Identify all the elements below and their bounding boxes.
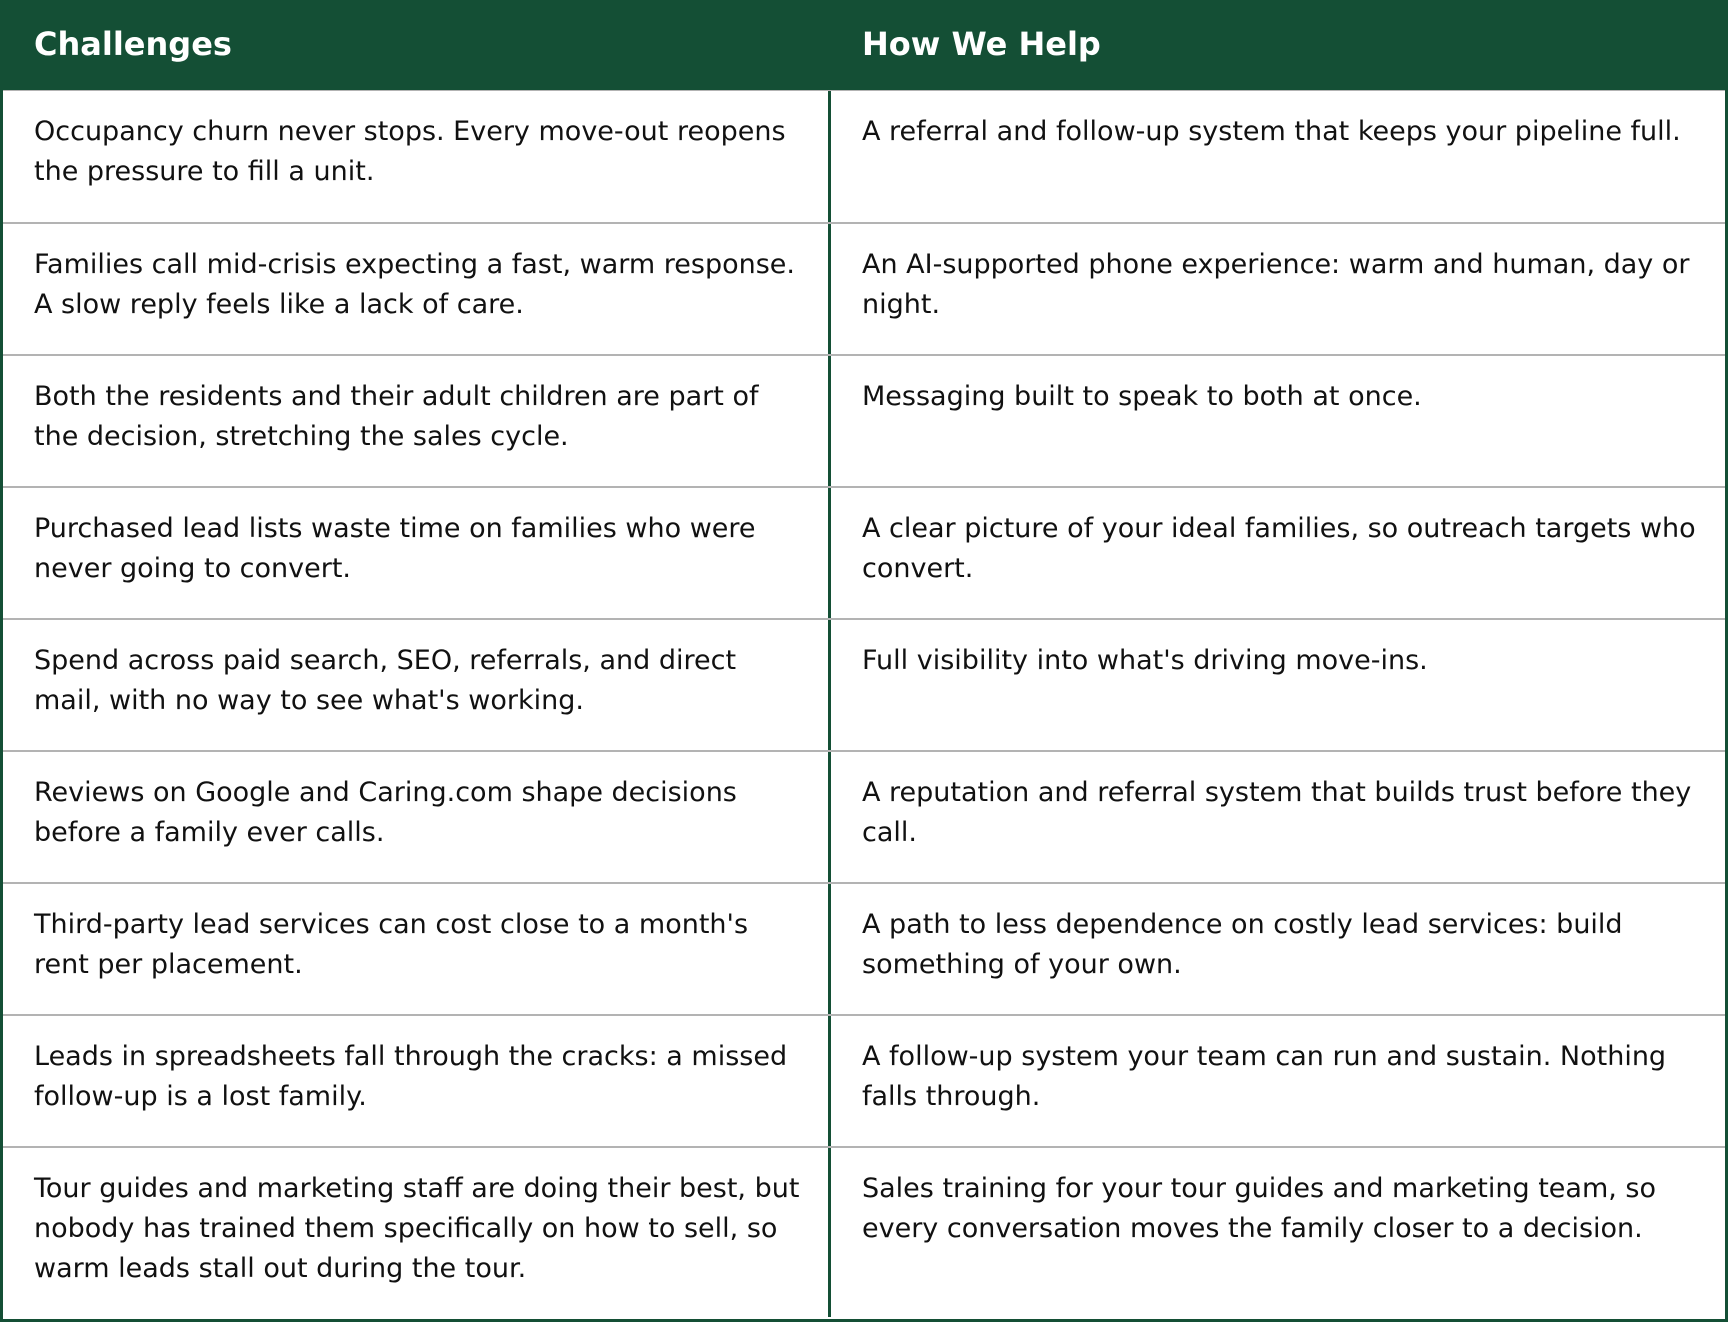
table-row (3, 618, 1725, 750)
help-cell: Full visibility into what's driving move-ins. (862, 645, 1428, 676)
table-row (3, 222, 1725, 354)
challenge-cell: Occupancy churn never stops. Every move-out reopens the pressure to fill a unit. (3, 91, 831, 222)
challenge-cell: Both the residents and their adult children are part of the decision, stretching the sales cycle. (3, 356, 831, 486)
table-row (3, 486, 1725, 618)
help-cell: An AI-supported phone experience: warm and human, day or night. (862, 249, 1690, 320)
challenge-cell: Spend across paid search, SEO, referrals, and direct mail, with no way to see what's working. (3, 620, 831, 750)
help-cell: A referral and follow-up system that keeps your pipeline full. (862, 116, 1681, 147)
help-cell: Messaging built to speak to both at once. (862, 381, 1422, 412)
challenge-cell: Third-party lead services can cost close to a month's rent per placement. (3, 884, 831, 1014)
challenge-cell: Purchased lead lists waste time on families who were never going to convert. (3, 488, 831, 618)
help-cell: A path to less dependence on costly lead services: build something of your own. (862, 909, 1623, 980)
challenge-cell: Tour guides and marketing staff are doing their best, but nobody has trained them specifically on how to sell, so warm leads stall out during the tour. (3, 1148, 831, 1317)
table-body (3, 90, 1725, 1317)
header-challenges: Challenges (34, 25, 232, 63)
challenge-cell: Leads in spreadsheets fall through the cracks: a missed follow-up is a lost family. (3, 1016, 831, 1146)
table-row (3, 1146, 1725, 1317)
table-row (3, 90, 1725, 222)
help-cell: A follow-up system your team can run and sustain. Nothing falls through. (862, 1041, 1667, 1112)
help-cell: A clear picture of your ideal families, so outreach targets who convert. (862, 513, 1696, 584)
table-row (3, 1014, 1725, 1146)
table-row (3, 750, 1725, 882)
help-cell: Sales training for your tour guides and marketing team, so every conversation moves the family closer to a decision. (862, 1173, 1657, 1244)
challenge-cell: Families call mid-crisis expecting a fast, warm response. A slow reply feels like a lack of care. (3, 224, 831, 354)
table-row (3, 354, 1725, 486)
table-header (0, 0, 1728, 90)
challenge-cell: Reviews on Google and Caring.com shape decisions before a family ever calls. (3, 752, 831, 882)
table-row (3, 882, 1725, 1014)
header-how-we-help: How We Help (862, 25, 1101, 63)
help-cell: A reputation and referral system that builds trust before they call. (862, 777, 1692, 848)
